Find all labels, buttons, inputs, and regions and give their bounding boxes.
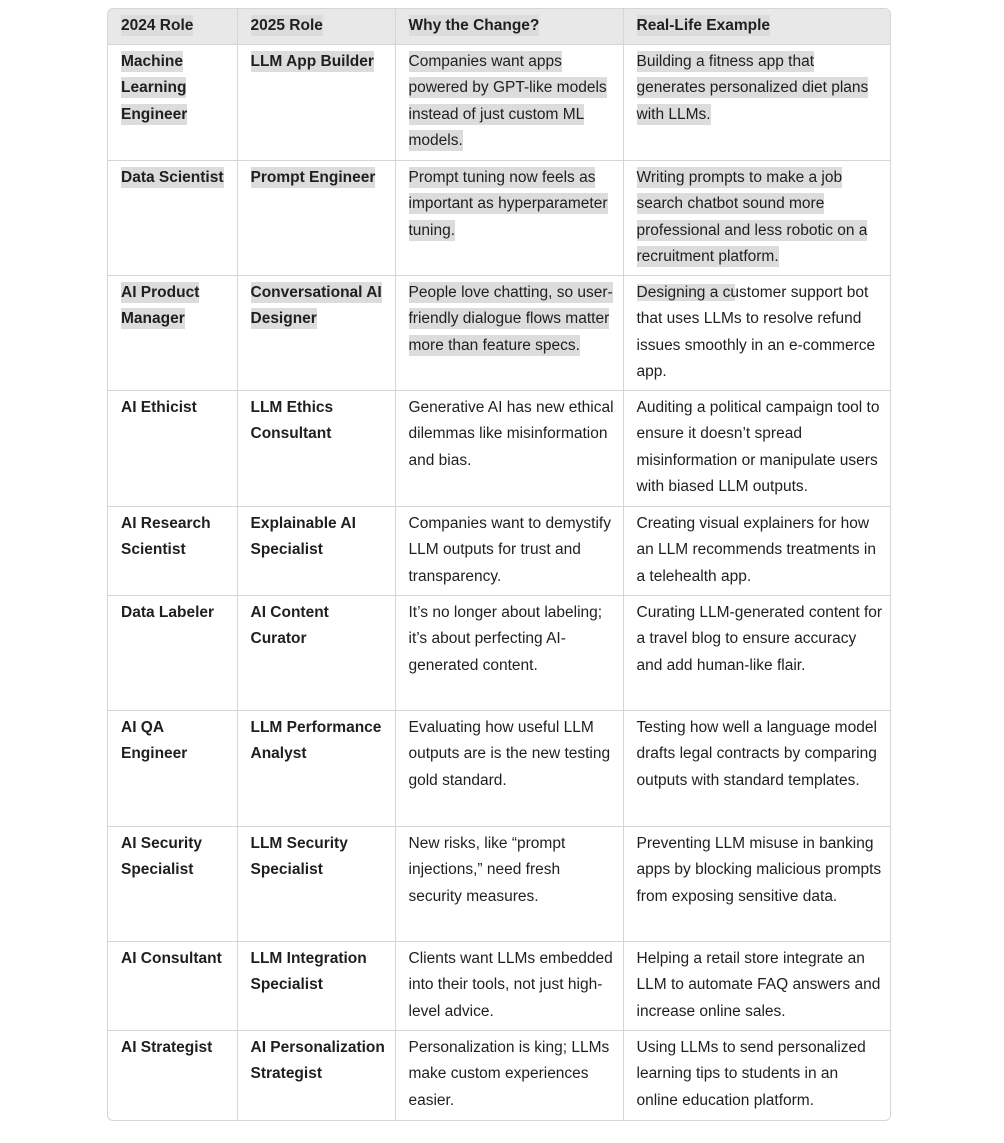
cell-example: Building a fitness app that generates personalized diet plans with LLMs. (623, 45, 890, 161)
cell-why-change: Companies want apps powered by GPT-like models instead of just custom ML models. (395, 45, 623, 161)
cell-why-change: Evaluating how useful LLM outputs are is the new testing gold standard. (395, 711, 623, 827)
cell-why-change: Generative AI has new ethical dilemmas like misinformation and bias. (395, 391, 623, 507)
cell-2024-role: AI Consultant (108, 942, 237, 1031)
table-row (108, 827, 890, 942)
cell-2024-role: Data Scientist (108, 161, 237, 276)
cell-2025-role: LLM Performance Analyst (237, 711, 395, 827)
table-header-row (108, 9, 890, 45)
cell-2024-role: Data Labeler (108, 596, 237, 711)
table-row (108, 596, 890, 711)
cell-2024-role: AI QA Engineer (108, 711, 237, 827)
cell-2025-role: Conversational AI Designer (237, 276, 395, 391)
cell-example: Writing prompts to make a job search chatbot sound more professional and less robotic on a recruitment platform. (623, 161, 890, 276)
header-why-change: Why the Change? (395, 9, 623, 45)
role-comparison-table-container (107, 8, 891, 1121)
cell-example: Designing a customer support bot that uses LLMs to resolve refund issues smoothly in an e-commerce app. (623, 276, 890, 391)
cell-2025-role: LLM Security Specialist (237, 827, 395, 942)
cell-example: Helping a retail store integrate an LLM to automate FAQ answers and increase online sales. (623, 942, 890, 1031)
cell-example: Using LLMs to send personalized learning tips to students in an online education platform. (636, 1039, 866, 1109)
table-row (108, 711, 890, 827)
cell-2024-role: AI Research Scientist (108, 507, 237, 596)
header-real-life-example: Real-Life Example (623, 9, 890, 45)
cell-2024-role: Machine Learning Engineer (108, 45, 237, 161)
cell-example: Creating visual explainers for how an LLM recommends treatments in a telehealth app. (623, 507, 890, 596)
cell-2024-role: AI Ethicist (108, 391, 237, 507)
cell-2025-role: AI Personalization Strategist (237, 1031, 395, 1120)
header-2025-role: 2025 Role (237, 9, 395, 45)
table-row (108, 161, 890, 276)
cell-example: Auditing a political campaign tool to ensure it doesn’t spread misinformation or manipulate users with biased LLM outputs. (623, 391, 890, 507)
cell-why-change: Personalization is king; LLMs make custom experiences easier. (395, 1031, 623, 1120)
cell-2024-role: AI Security Specialist (108, 827, 237, 942)
cell-2025-role: Explainable AI Specialist (237, 507, 395, 596)
cell-2025-role: LLM Integration Specialist (237, 942, 395, 1031)
cell-why-change: Companies want to demystify LLM outputs for trust and transparency. (395, 507, 623, 596)
cell-why-change: New risks, like “prompt injections,” need fresh security measures. (395, 827, 623, 942)
cell-2024-role: AI Strategist (108, 1031, 237, 1120)
table-row (108, 391, 890, 507)
header-2024-role: 2024 Role (108, 9, 237, 45)
cell-why-change: Clients want LLMs embedded into their tools, not just high-level advice. (395, 942, 623, 1031)
cell-example: Curating LLM-generated content for a travel blog to ensure accuracy and add human-like flair. (623, 596, 890, 711)
cell-why-change: People love chatting, so user-friendly dialogue flows matter more than feature specs. (395, 276, 623, 391)
cell-2024-role: AI Product Manager (108, 276, 237, 391)
role-comparison-table (108, 9, 890, 1120)
table-row (108, 942, 890, 1031)
cell-2025-role: LLM Ethics Consultant (237, 391, 395, 507)
cell-2025-role: Prompt Engineer (237, 161, 395, 276)
cell-example: Preventing LLM misuse in banking apps by blocking malicious prompts from exposing sensitive data. (623, 827, 890, 942)
cell-example: Testing how well a language model drafts legal contracts by comparing outputs with standard templates. (623, 711, 890, 827)
table-row (108, 276, 890, 391)
table-row (108, 45, 890, 161)
table-row (108, 1031, 890, 1120)
cell-why-change: It’s no longer about labeling; it’s about perfecting AI-generated content. (395, 596, 623, 711)
cell-why-change: Prompt tuning now feels as important as hyperparameter tuning. (395, 161, 623, 276)
table-row (108, 507, 890, 596)
cell-2025-role: LLM App Builder (237, 45, 395, 161)
cell-2025-role: AI Content Curator (237, 596, 395, 711)
